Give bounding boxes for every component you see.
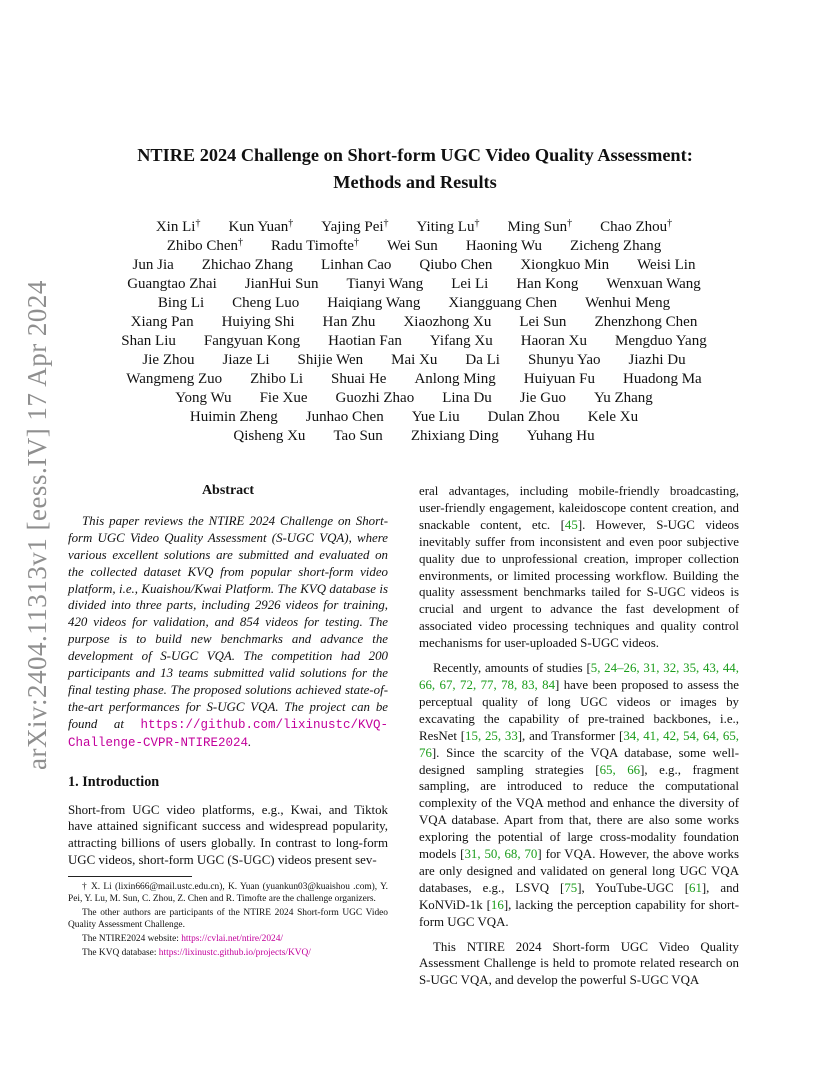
title-line-2: Methods and Results <box>333 172 497 192</box>
left-column <box>68 483 388 961</box>
author-name: Han Zhu <box>322 314 376 330</box>
author-name: Kun Yuan† <box>228 218 294 235</box>
text-run: ], lacking the perception capability for short-form UGC VQA. <box>419 897 740 929</box>
author-name: Xiang Pan <box>130 314 194 330</box>
author-name: Huimin Zheng <box>189 409 278 425</box>
author-name: Zhixiang Ding <box>410 428 499 444</box>
right-column <box>419 483 739 989</box>
abstract-text <box>68 513 388 752</box>
citation-link[interactable]: 45 <box>564 517 578 532</box>
author-name: Yong Wu <box>175 390 232 406</box>
text-run: Recently, amounts of studies [ <box>433 661 591 676</box>
author-name: Jie Zhou <box>142 352 195 368</box>
author-name: Jun Jia <box>132 257 174 273</box>
author-name: Zicheng Zhang <box>570 238 662 254</box>
author-name: Xin Li† <box>155 218 201 235</box>
arxiv-identifier: arXiv:2404.11313v1 [eess.IV] 17 Apr 2024 <box>22 280 52 770</box>
citation-link[interactable]: 31, 50, 68, 70 <box>464 847 538 862</box>
text-run: ], and Transformer [ <box>517 728 624 743</box>
author-name: Wenxuan Wang <box>606 276 701 292</box>
author-name: Kele Xu <box>587 409 639 425</box>
author-name: Da Li <box>465 352 500 368</box>
author-name: Ming Sun† <box>507 218 573 235</box>
abstract-end: . <box>248 734 252 749</box>
author-name: Fie Xue <box>259 390 308 406</box>
author-name: JianHui Sun <box>244 276 319 292</box>
abstract-heading: Abstract <box>201 483 255 498</box>
text-run: ]. However, S-UGC videos inevitably suffer from inconsistent and even poor subjective quality due to unprofessional creation, improper collection environments, or limited processing workflow. Building the quality assessment benchmarks tailed for S-UGC videos is crucial and urgent to advance the fast development of associated video processing techniques and quality control mechanisms for user-uploaded S-UGC videos. <box>419 517 739 651</box>
author-list <box>64 218 764 446</box>
citation-link[interactable]: 5, 24–26, 31, 32, 35, 43, 44, 66, 67, 72, 77, 78, 83, 84 <box>419 661 739 692</box>
text-run: ] have been proposed to assess the perceptual quality of long UGC videos or images by excavating the capability of pre-trained backbones, i.e., ResNet [ <box>419 677 739 743</box>
author-name: Qiubo Chen <box>419 257 493 273</box>
citation-link[interactable]: 34, 41, 42, 54, 64, 65, 76 <box>419 728 740 760</box>
text-run: ]. Since the scarcity of the VQA database, some well-designed sampling strategies [ <box>419 745 739 777</box>
author-name: Guozhi Zhao <box>335 390 415 406</box>
author-name: Yifang Xu <box>429 333 493 349</box>
citation-link[interactable]: 15, 25, 33 <box>465 728 518 743</box>
author-name: Lei Li <box>451 276 489 292</box>
author-name: Zhibo Chen† <box>166 237 243 254</box>
introduction-paragraph: Short-from UGC video platforms, e.g., Kwai, and Tiktok have attained significant success and widespread popularity, attracting billions of users globally. In contrast to long-form UGC videos, short-form UGC (S-UGC) videos present sev- <box>68 802 388 868</box>
author-name: Xiaozhong Xu <box>403 314 492 330</box>
author-row <box>64 294 764 313</box>
author-row <box>64 256 764 275</box>
right-paragraph-3: This NTIRE 2024 Short-form UGC Video Quality Assessment Challenge is held to promote related research on S-UGC VQA, and develop the powerful S-UGC VQA <box>419 939 739 988</box>
author-name: Qisheng Xu <box>233 428 306 444</box>
author-name: Linhan Cao <box>321 257 392 273</box>
author-name: Yu Zhang <box>594 390 653 406</box>
author-row <box>64 389 764 408</box>
author-name: Yajing Pei† <box>321 218 389 235</box>
author-name: Xiongkuo Min <box>520 257 610 273</box>
author-name: Fangyuan Kong <box>203 333 301 349</box>
footnote-website-label: The NTIRE2024 website: <box>82 934 182 945</box>
author-name: Lei Sun <box>519 314 567 330</box>
author-name: Haotian Fan <box>328 333 402 349</box>
footnote-database <box>68 947 388 959</box>
footnote-divider <box>68 876 192 877</box>
text-run: ], e.g., fragment sampling, are introduced to reduce the computational complexity of the VQA method and enhance the diversity of VQA database. Apart from that, there are also some works exploring the potential of large cross-modality foundation models [ <box>419 762 739 862</box>
citation-link[interactable]: 65, 66 <box>599 762 641 777</box>
author-name: Huiying Shi <box>221 314 295 330</box>
author-name: Shijie Wen <box>297 352 364 368</box>
author-name: Chao Zhou† <box>600 218 673 235</box>
author-name: Cheng Luo <box>232 295 300 311</box>
project-link[interactable]: https://github.com/lixinustc/KVQ-Challenge-CVPR-NTIRE2024 <box>68 717 388 750</box>
author-name: Han Kong <box>516 276 579 292</box>
author-name: Haoning Wu <box>465 238 543 254</box>
footnote-database-label: The KVQ database: <box>82 948 159 959</box>
text-run: eral advantages, including mobile-friendly broadcasting, user-friendly engagement, kaleidoscope content creation, and snackable content, etc. [ <box>419 484 739 532</box>
author-name: Haoran Xu <box>520 333 588 349</box>
text-run: ], and KoNViD-1k [ <box>419 880 739 912</box>
author-name: Mengduo Yang <box>615 333 707 349</box>
author-name: Xiangguang Chen <box>448 295 558 311</box>
author-name: Tianyi Wang <box>346 276 424 292</box>
author-name: Shunyu Yao <box>527 352 601 368</box>
author-name: Mai Xu <box>391 352 438 368</box>
author-row <box>64 408 764 427</box>
author-row <box>64 237 764 256</box>
author-name: Zhichao Zhang <box>201 257 293 273</box>
author-name: Shan Liu <box>121 333 176 349</box>
author-name: Lina Du <box>442 390 492 406</box>
citation-link[interactable]: 61 <box>689 880 702 895</box>
author-name: Yue Liu <box>411 409 460 425</box>
title-line-1: NTIRE 2024 Challenge on Short-form UGC Video Quality Assessment: <box>137 145 693 165</box>
author-row <box>64 275 764 294</box>
kvq-database-link[interactable]: https://lixinustc.github.io/projects/KVQ/ <box>158 948 311 959</box>
author-name: Wangmeng Zuo <box>126 371 223 387</box>
author-name: Jiazhi Du <box>628 352 686 368</box>
author-name: Zhenzhong Chen <box>594 314 698 330</box>
author-name: Tao Sun <box>333 428 383 444</box>
introduction-heading: 1. Introduction <box>68 773 160 790</box>
citation-link[interactable]: 75 <box>564 880 578 895</box>
author-name: Yuhang Hu <box>526 428 595 444</box>
footnote-organizers: † X. Li (lixin666@mail.ustc.edu.cn), K. Yuan (yuankun03@kuaishou .com), Y. Pei, Y. Lu, M. Sun, C. Zhou, Z. Chen and R. Timofte are the challenge organizers. <box>68 882 388 905</box>
author-row <box>64 351 764 370</box>
author-name: Jiaze Li <box>222 352 270 368</box>
paper-title <box>90 142 740 196</box>
right-paragraph-2 <box>419 660 739 931</box>
footnote-participants: The other authors are participants of the NTIRE 2024 Short-form UGC Video Quality Assessment Challenge. <box>68 908 388 931</box>
author-name: Bing Li <box>157 295 205 311</box>
author-name: Dulan Zhou <box>487 409 560 425</box>
abstract-body: This paper reviews the NTIRE 2024 Challenge on Short-form UGC Video Quality Assessment (S-UGC VQA), where various excellent solutions are submitted and evaluated on the collected dataset KVQ from popular short-form video platform, i.e., Kuaishou/Kwai Platform. The KVQ database is divided into three parts, including 2926 videos for training, 420 videos for validation, and 854 videos for testing. The purpose is to build new benchmarks and advance the development of S-UGC VQA. The competition had 200 participants and 13 teams submitted valid solutions for the final testing phase. The proposed solutions achieved state-of-the-art performances for S-UGC VQA. The project can be found at <box>68 513 388 731</box>
citation-link[interactable]: 16 <box>490 897 504 912</box>
author-name: Guangtao Zhai <box>127 276 217 292</box>
author-name: Huiyuan Fu <box>523 371 595 387</box>
author-row <box>64 218 764 237</box>
author-name: Junhao Chen <box>305 409 384 425</box>
author-name: Yiting Lu† <box>416 218 480 235</box>
author-name: Wenhui Meng <box>585 295 671 311</box>
author-row <box>64 370 764 389</box>
author-name: Shuai He <box>331 371 387 387</box>
text-run: ], YouTube-UGC [ <box>577 880 689 895</box>
author-row <box>64 332 764 351</box>
text-run: ] for VQA. However, the above works are only designed and validated on general long UGC VQA databases, e.g., LSVQ [ <box>419 847 739 895</box>
ntire-website-link[interactable]: https://cvlai.net/ntire/2024/ <box>181 934 284 945</box>
author-name: Weisi Lin <box>637 257 696 273</box>
author-name: Haiqiang Wang <box>327 295 421 311</box>
author-name: Anlong Ming <box>414 371 496 387</box>
author-name: Huadong Ma <box>622 371 702 387</box>
author-name: Jie Guo <box>519 390 567 406</box>
author-name: Zhibo Li <box>250 371 304 387</box>
author-row <box>64 427 764 446</box>
right-paragraph-1 <box>419 483 739 652</box>
footnote-website <box>68 933 388 945</box>
author-name: Wei Sun <box>386 238 438 254</box>
author-row <box>64 313 764 332</box>
author-name: Radu Timofte† <box>271 237 359 254</box>
